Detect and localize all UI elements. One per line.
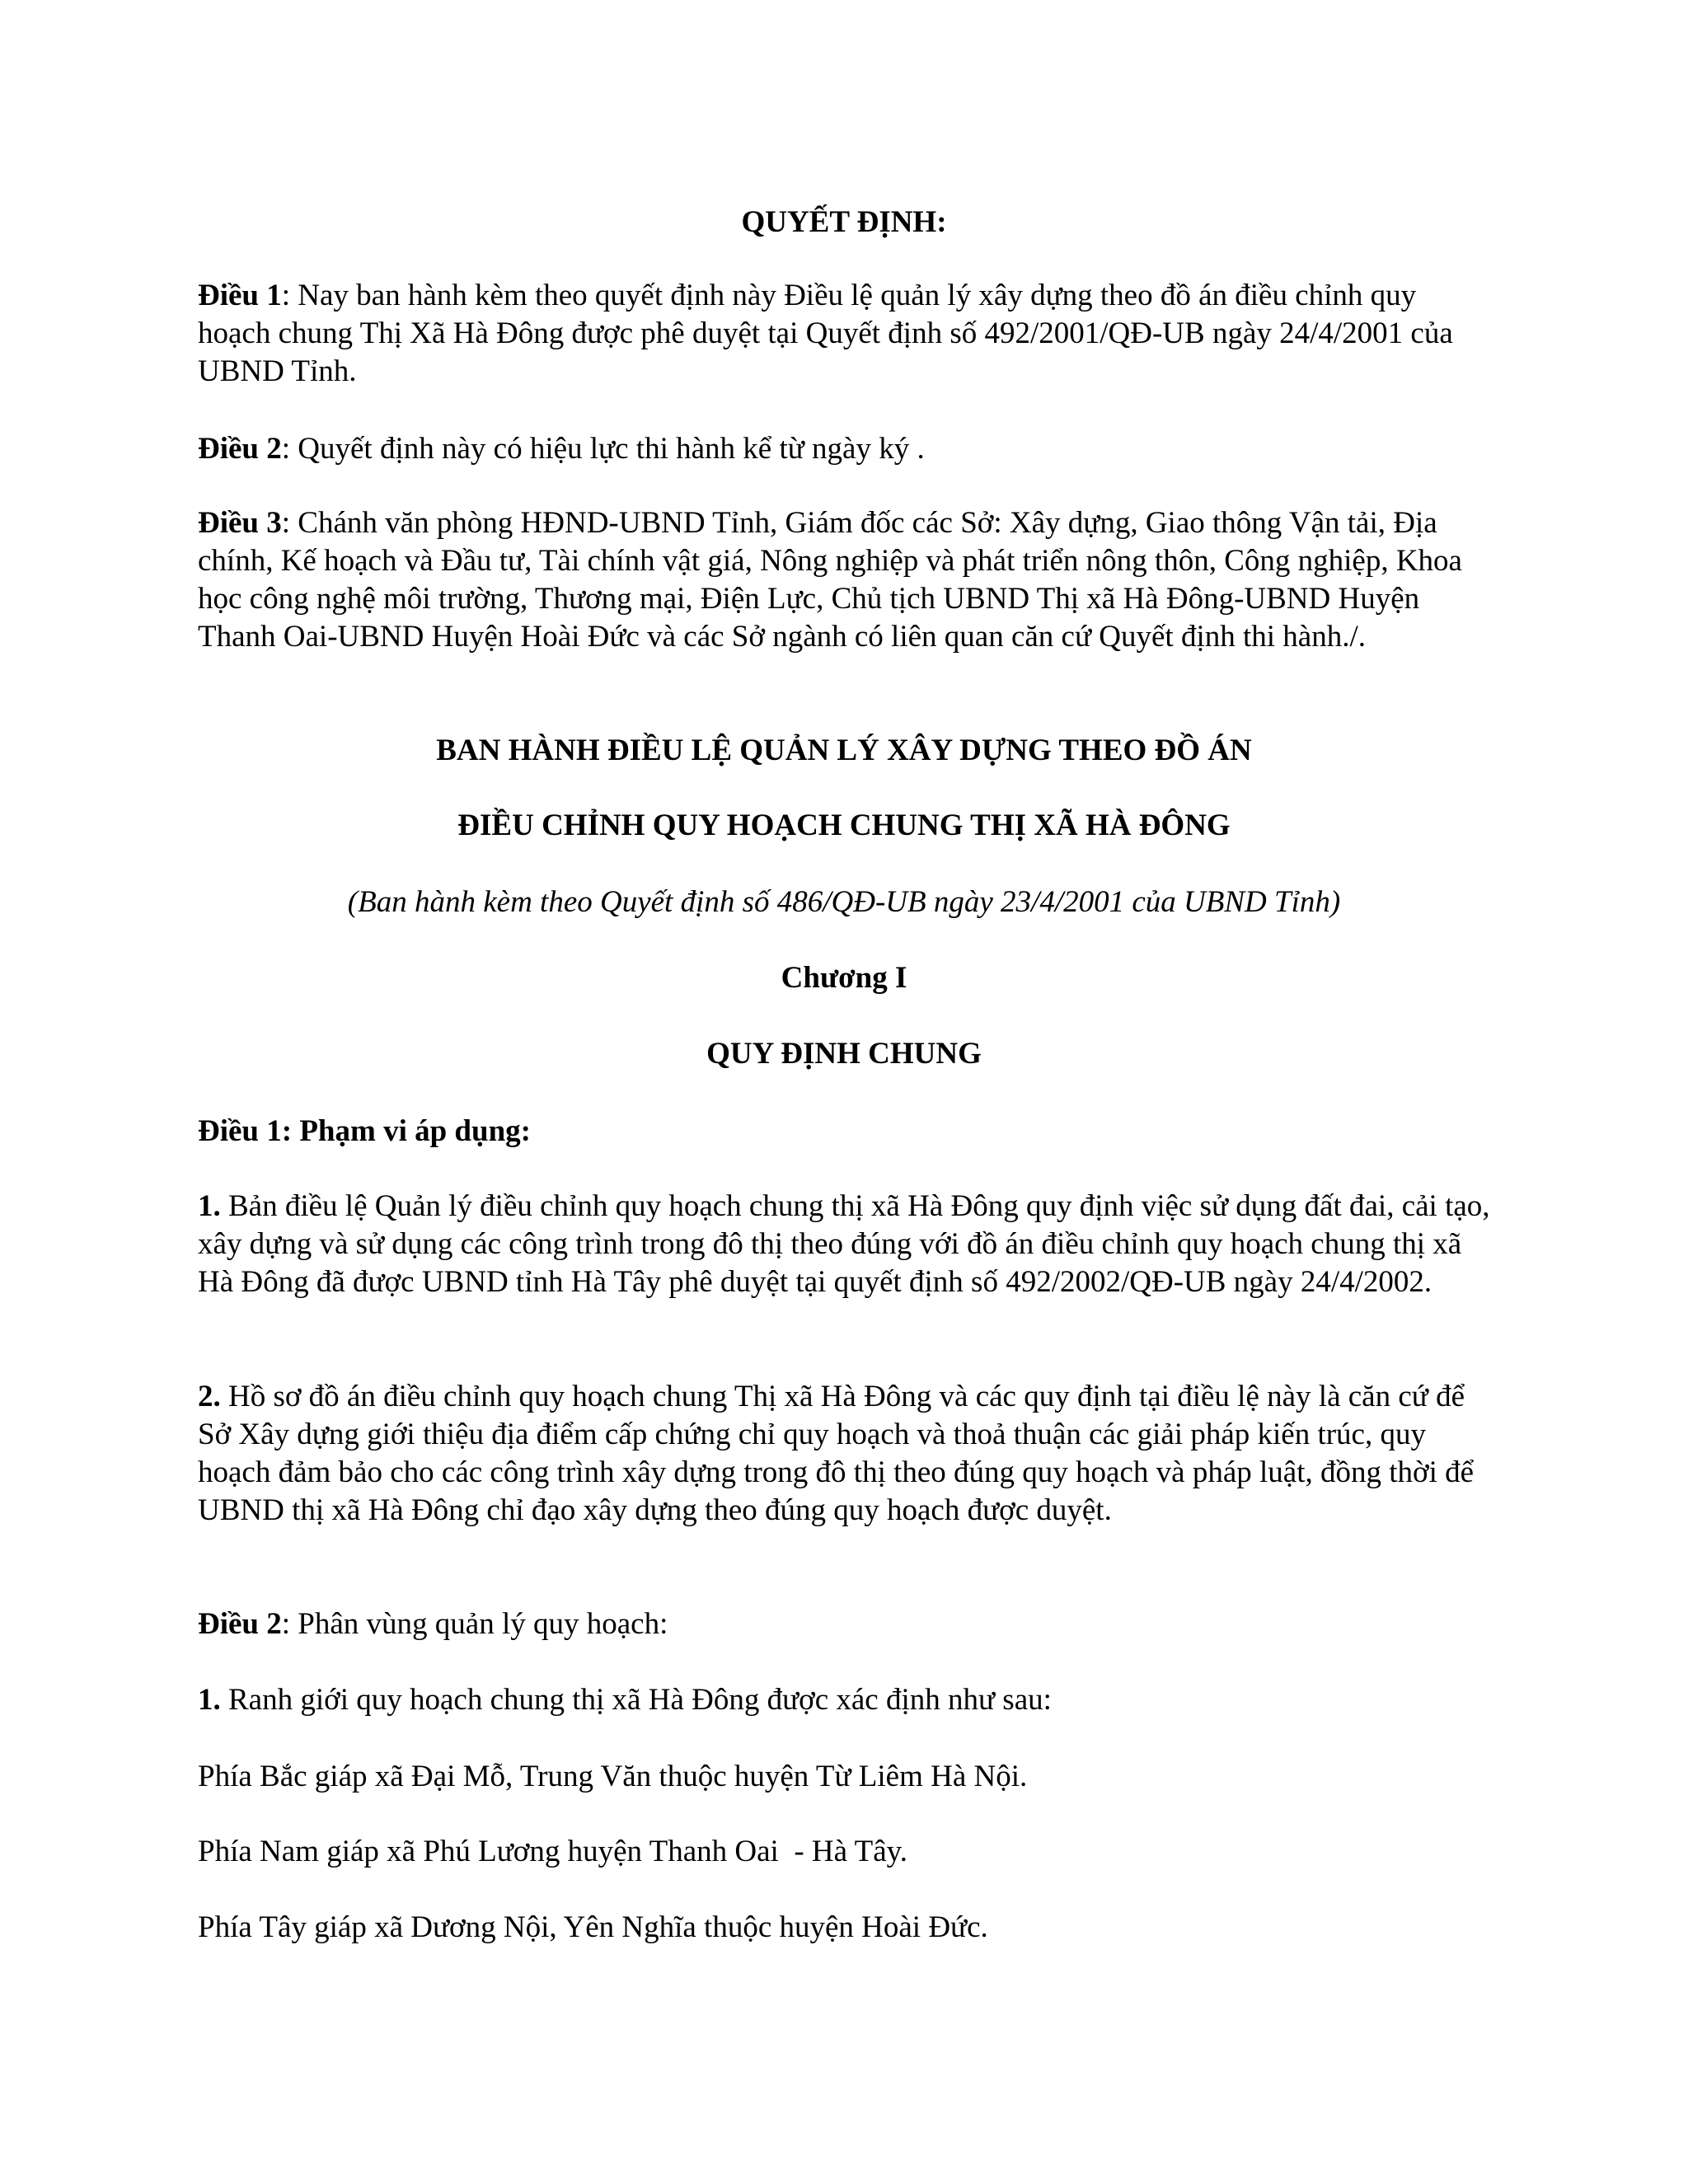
clause-number: 2. <box>198 1380 221 1413</box>
article-text: : Chánh văn phòng HĐND-UBND Tỉnh, Giám đốc các Sở: Xây dựng, Giao thông Vận tải, Địa chính, Kế hoạch và Đầu tư, Tài chính vật giá, Nông nghiệp và phát triển nông thôn, Công nghiệp, Khoa học công nghệ môi trường, Thương mại, Điện Lực, Chủ tịch UBND Thị xã Hà Đông-UBND Huyện Thanh Oai-UBND Huyện Hoài Đức và các Sở ngành có liên quan căn cứ Quyết định thi hành./. <box>198 506 1462 654</box>
article-text: : Quyết định này có hiệu lực thi hành kể từ ngày ký . <box>281 432 925 466</box>
regulation-article-1-clause-2 <box>198 1378 1490 1530</box>
article-label: Điều 2 <box>198 1607 282 1641</box>
regulation-article-1-clause-1 <box>198 1188 1490 1301</box>
regulation-heading-line-1: BAN HÀNH ĐIỀU LỆ QUẢN LÝ XÂY DỰNG THEO ĐỒ ÁN <box>436 733 1252 767</box>
regulation-article-2-clause-1 <box>198 1681 1490 1719</box>
article-text: : Phân vùng quản lý quy hoạch: <box>281 1607 668 1641</box>
boundary-south: Phía Nam giáp xã Phú Lương huyện Thanh Oai - Hà Tây. <box>198 1835 907 1868</box>
document-page <box>198 0 1490 2184</box>
clause-number: 1. <box>198 1683 221 1717</box>
boundary-west: Phía Tây giáp xã Dương Nội, Yên Nghĩa thuộc huyện Hoài Đức. <box>198 1910 988 1944</box>
chapter-number: Chương I <box>781 961 907 995</box>
article-label: Điều 2 <box>198 432 282 466</box>
clause-text: Bản điều lệ Quản lý điều chỉnh quy hoạch chung thị xã Hà Đông quy định việc sử dụng đất đai, cải tạo, xây dựng và sử dụng các công trình trong đô thị theo đúng với đồ án điều chỉnh quy hoạch chung thị xã Hà Đông đã được UBND tỉnh Hà Tây phê duyệt tại quyết định số 492/2002/QĐ-UB ngày 24/4/2002. <box>198 1189 1490 1299</box>
decision-article-2 <box>198 430 1490 468</box>
article-label: Điều 1 <box>198 279 282 312</box>
article-label: Điều 3 <box>198 506 282 540</box>
regulation-subtitle: (Ban hành kèm theo Quyết định số 486/QĐ-UB ngày 23/4/2001 của UBND Tỉnh) <box>347 885 1341 919</box>
regulation-article-2 <box>198 1605 1490 1643</box>
regulation-heading-line-2: ĐIỀU CHỈNH QUY HOẠCH CHUNG THỊ XÃ HÀ ĐÔNG <box>457 808 1231 842</box>
decision-article-1 <box>198 277 1490 391</box>
clause-text: Ranh giới quy hoạch chung thị xã Hà Đông được xác định như sau: <box>220 1683 1052 1717</box>
decision-title: QUYẾT ĐỊNH: <box>741 205 947 239</box>
regulation-article-1-heading: Điều 1: Phạm vi áp dụng: <box>198 1114 531 1148</box>
decision-article-3 <box>198 504 1490 656</box>
chapter-title: QUY ĐỊNH CHUNG <box>706 1037 982 1071</box>
boundary-north: Phía Bắc giáp xã Đại Mỗ, Trung Văn thuộc huyện Từ Liêm Hà Nội. <box>198 1760 1028 1793</box>
clause-text: Hồ sơ đồ án điều chỉnh quy hoạch chung Thị xã Hà Đông và các quy định tại điều lệ này là căn cứ để Sở Xây dựng giới thiệu địa điểm cấp chứng chỉ quy hoạch và thoả thuận các giải pháp kiến trúc, quy hoạch đảm bảo cho các công trình xây dựng trong đô thị theo đúng quy hoạch và pháp luật, đồng thời để UBND thị xã Hà Đông chỉ đạo xây dựng theo đúng quy hoạch được duyệt. <box>198 1380 1475 1527</box>
article-text: : Nay ban hành kèm theo quyết định này Điều lệ quản lý xây dựng theo đồ án điều chỉnh quy hoạch chung Thị Xã Hà Đông được phê duyệt tại Quyết định số 492/2001/QĐ-UB ngày 24/4/2001 của UBND Tỉnh. <box>198 279 1453 388</box>
clause-number: 1. <box>198 1189 221 1223</box>
